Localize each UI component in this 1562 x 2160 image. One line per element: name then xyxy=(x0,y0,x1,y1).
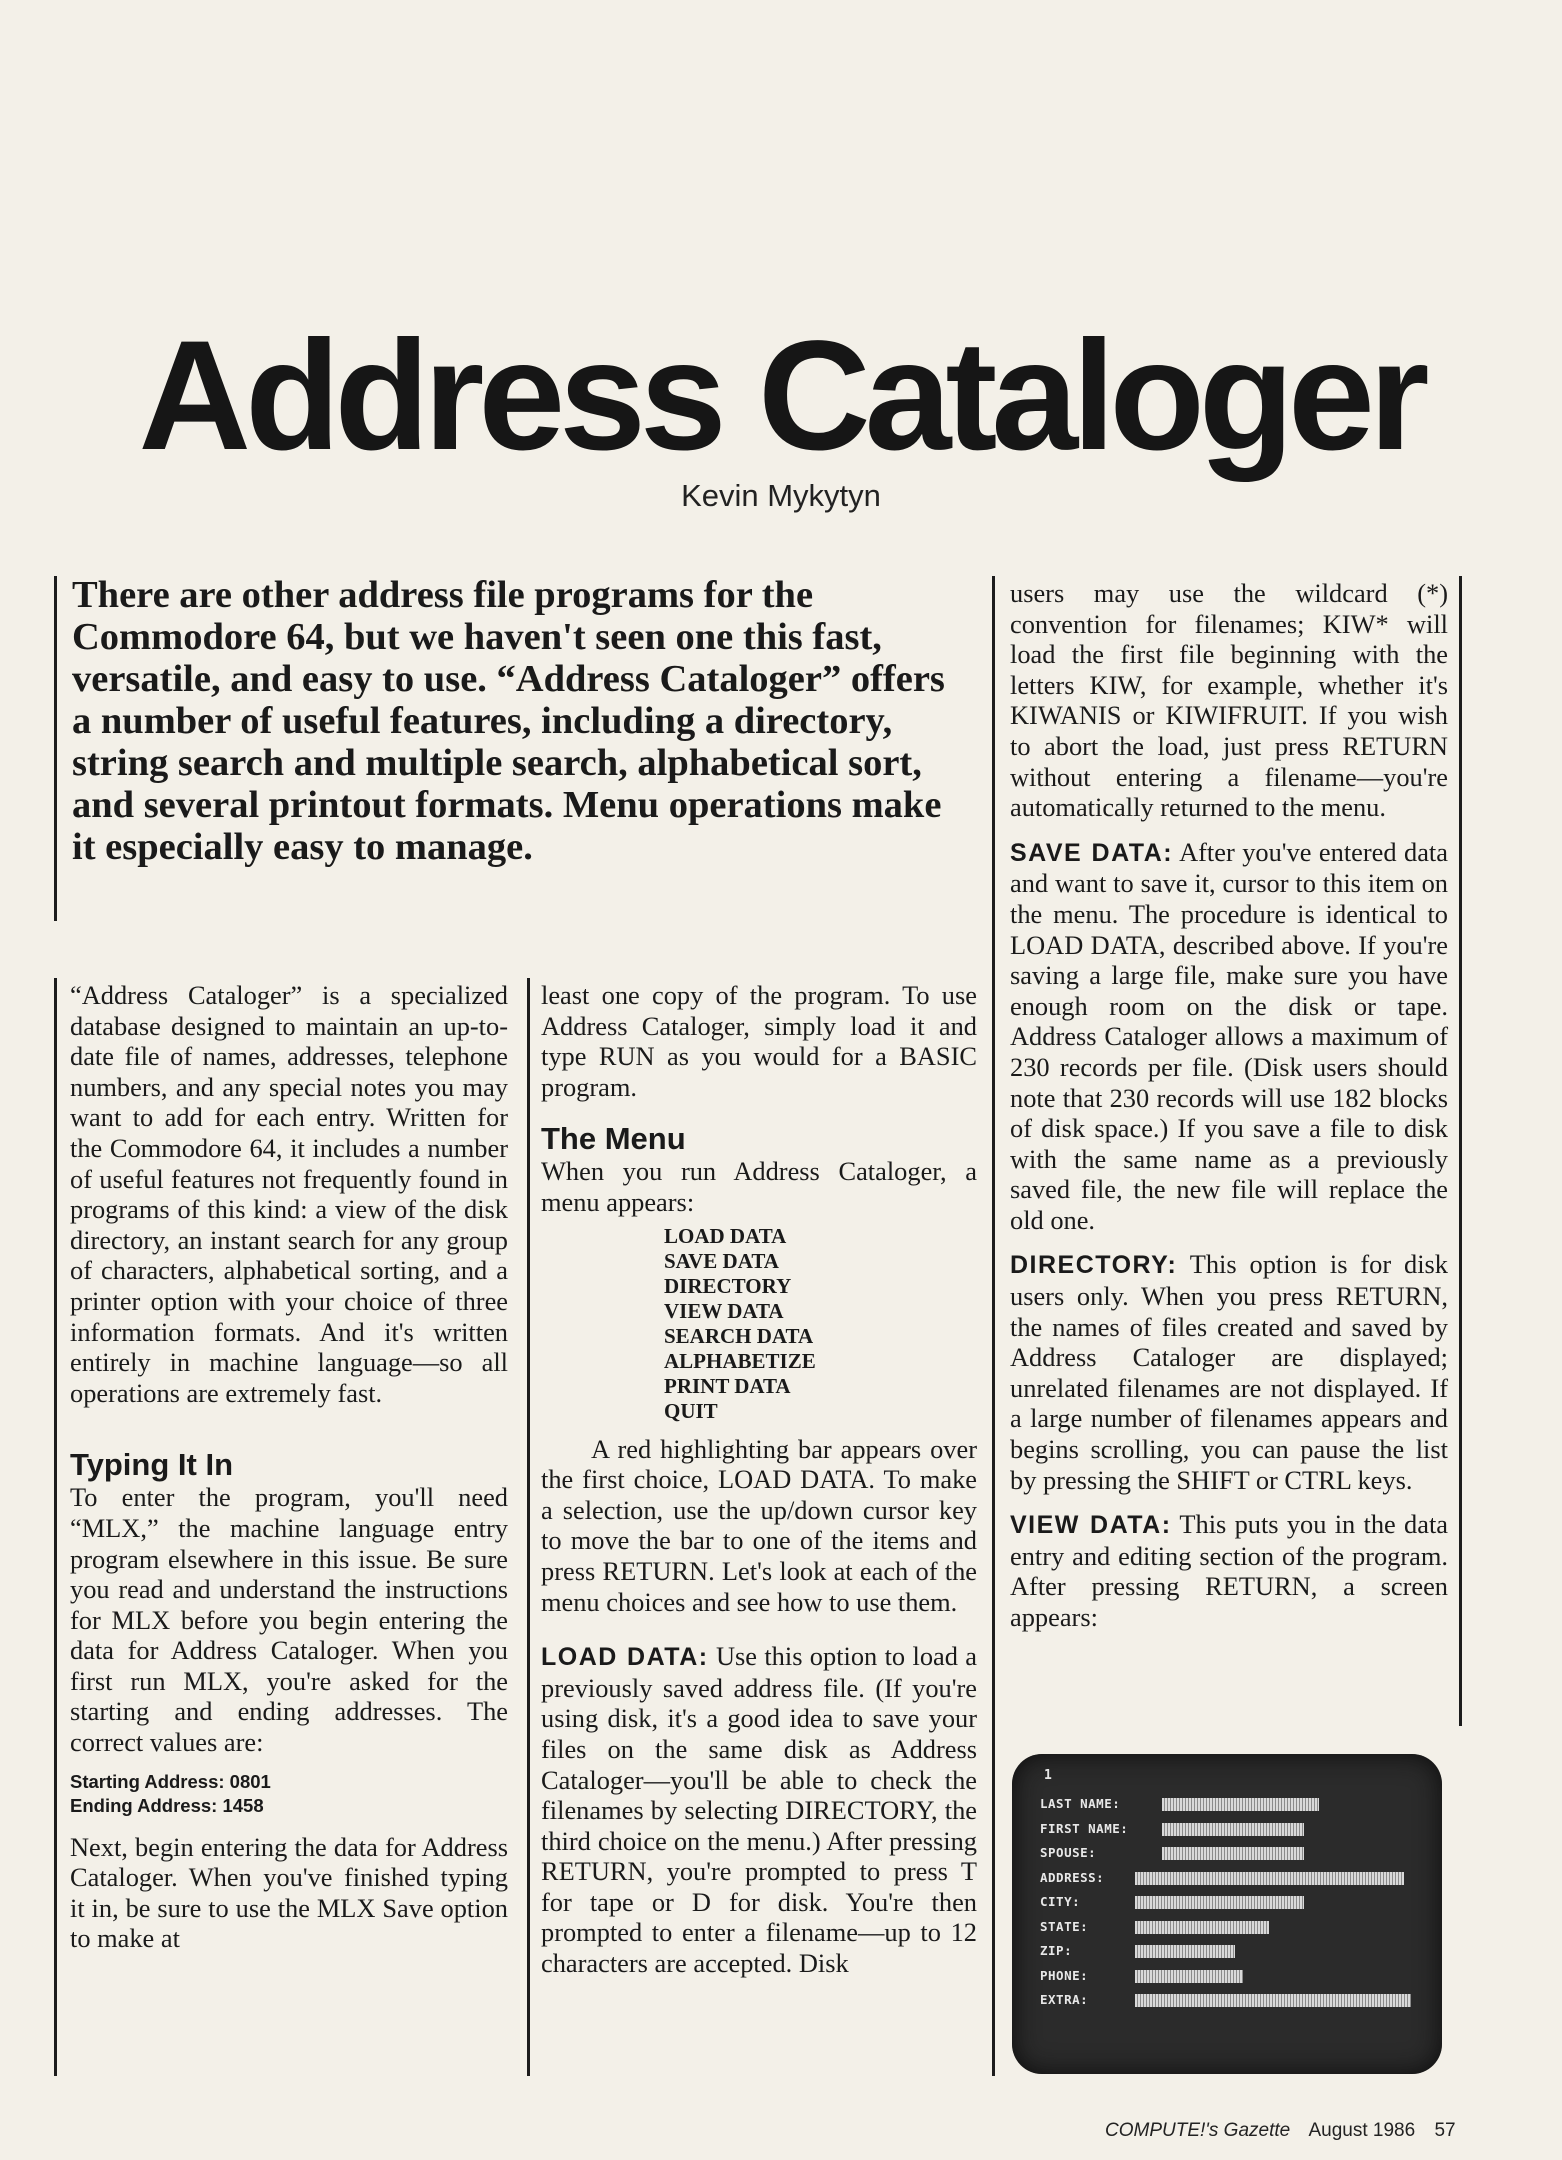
col3-directory-para xyxy=(1010,1249,1448,1495)
menu-item: SEARCH DATA xyxy=(664,1323,814,1348)
intro-left-rule xyxy=(54,576,57,921)
screen-field-bar xyxy=(1162,1823,1304,1836)
screen-field-label: FIRST NAME: xyxy=(1040,1820,1129,1836)
menu-item: SAVE DATA xyxy=(664,1248,779,1273)
screen-field-bar xyxy=(1135,1970,1243,1983)
load-data-text: Use this option to load a previously saved address file. (If you're using disk, it's a good idea to save your files on the same disk as Address Cataloger—you'll be able to check the filenames by selecting DIRECTORY, the third choice on the menu.) After pressing RETURN, you're prompted to press T for tape or D for disk. You're then prompted to enter a filename—up to 12 characters are accepted. Disk xyxy=(541,1641,977,1979)
column-rule-2 xyxy=(527,978,530,2076)
screen-field-label: STATE: xyxy=(1040,1918,1089,1934)
screen-field-row xyxy=(1040,1943,1440,1963)
page-number: 57 xyxy=(1434,2120,1456,2141)
screen-field-bar xyxy=(1135,1994,1411,2007)
menu-item: LOAD DATA xyxy=(664,1223,787,1248)
save-data-text: After you've entered data and want to save it, cursor to this item on the menu. The procedure is identical to LOAD DATA, described above. If you're saving a large file, make sure you have enough room on the disk or tape. Address Cataloger allows a maximum of 230 records per file. (Disk users should note that 230 records will use 182 blocks of disk space.) If you save a file to disk with the same name as a previously saved file, the new file will replace the old one. xyxy=(1010,836,1448,1235)
screen-field-bar xyxy=(1135,1896,1304,1909)
heading-typing-it-in: Typing It In xyxy=(70,1447,234,1483)
menu-list xyxy=(541,1224,977,1424)
col3-save-data-para xyxy=(1010,837,1448,1236)
screen-field-bar xyxy=(1135,1921,1269,1934)
menu-item: ALPHABETIZE xyxy=(664,1348,816,1373)
screen-field-label: SPOUSE: xyxy=(1040,1845,1097,1860)
col3-view-data-para xyxy=(1010,1509,1448,1632)
article-title: Address Cataloger xyxy=(138,309,1424,483)
screen-field-row xyxy=(1040,1992,1440,2012)
starting-address: Starting Address: 0801 xyxy=(70,1770,271,1792)
intro-deck: There are other address file programs for the Commodore 64, but we haven't seen one this fast, versatile, and easy to use. “Address Cataloger” offers a number of useful features, including a directory, string search and multiple search, alphabetical sort, and several printout formats. Menu operations make it especially easy to manage. xyxy=(72,574,945,868)
col2-para-2: When you run Address Cataloger, a menu appears: xyxy=(541,1156,977,1217)
directory-label: DIRECTORY: xyxy=(1010,1251,1178,1280)
screen-field-row xyxy=(1040,1894,1440,1914)
col2-para-3: A red highlighting bar appears over the first choice, LOAD DATA. To make a selection, use the up/down cursor key to move the bar to one of the items and press RETURN. Let's look at each of the menu choices and see how to use them. xyxy=(541,1433,977,1617)
author-byline: Kevin Mykytyn xyxy=(681,478,881,513)
screen-field-row xyxy=(1040,1870,1440,1890)
record-number: 1 xyxy=(1044,1768,1052,1783)
col2-load-data-para xyxy=(541,1641,977,1979)
screen-field-label: CITY: xyxy=(1040,1894,1081,1909)
col3-para-1: users may use the wildcard (*) convention for filenames; KIW* will load the first file beginning with the letters KIW, for example, whether it's KIWANIS or KIWIFRUIT. If you wish to abort the load, just press RETURN without entering a filename—you're automatically returned to the menu. xyxy=(1010,578,1448,823)
screen-field-row xyxy=(1040,1919,1440,1939)
menu-item: PRINT DATA xyxy=(664,1373,791,1398)
address-values xyxy=(70,1770,508,1818)
screen-field-label: LAST NAME: xyxy=(1040,1796,1121,1811)
screen-field-bar xyxy=(1135,1945,1235,1958)
issue-date: August 1986 xyxy=(1308,2120,1416,2141)
directory-text: This option is for disk users only. When you press RETURN, the names of files created and saved by Address Cataloger are displayed; unrelated filenames are not displayed. If a large number of filenames appears and begins scrolling, you can pause the list by pressing the SHIFT or CTRL keys. xyxy=(1010,1249,1448,1495)
col1-para-3: Next, begin entering the data for Address Cataloger. When you've finished typing it in, be sure to use the MLX Save option to make at xyxy=(70,1831,508,1954)
screen-field-bar xyxy=(1135,1872,1404,1885)
menu-item: VIEW DATA xyxy=(664,1298,784,1323)
column-3 xyxy=(1010,578,1448,1633)
column-rule-1 xyxy=(54,978,57,2076)
screen-field-label: ZIP: xyxy=(1040,1943,1073,1958)
view-data-text: This puts you in the data entry and editing section of the program. After pressing RETURN, a screen appears: xyxy=(1010,1509,1449,1632)
screen-field-label: EXTRA: xyxy=(1040,1992,1089,2007)
column-2 xyxy=(541,980,977,1979)
page-footer xyxy=(1105,2120,1470,2142)
col1-para-1: “Address Cataloger” is a specialized database designed to maintain an up-to-date file of names, addresses, telephone numbers, and any special notes you may want to add for each entry. Written for the Commodore 64, it includes a number of useful features not frequently found in programs of this kind: a view of the disk directory, an instant search for any group of characters, alphabetical sorting, and a printer option with your choice of three information formats. And it's written entirely in machine language—so all operations are extremely fast. xyxy=(70,980,508,1408)
view-data-label: VIEW DATA: xyxy=(1010,1511,1172,1540)
column-1 xyxy=(70,980,508,1954)
screen-field-row xyxy=(1040,1821,1440,1841)
ending-address: Ending Address: 1458 xyxy=(70,1794,264,1816)
menu-item: QUIT xyxy=(664,1398,718,1423)
col1-para-2: To enter the program, you'll need “MLX,” the machine language entry program elsewhere in this issue. Be sure you read and understand the instructions for MLX before you begin entering the data for Address Cataloger. When you first run MLX, you're asked for the starting and ending addresses. The correct values are: xyxy=(70,1482,508,1758)
screen-field-label: ADDRESS: xyxy=(1040,1869,1105,1885)
col2-para-1: least one copy of the program. To use Address Cataloger, simply load it and type RUN as you would for a BASIC program. xyxy=(541,980,977,1102)
data-entry-screen xyxy=(1012,1754,1442,2074)
screen-field-bar xyxy=(1162,1798,1319,1811)
magazine-name: COMPUTE!'s Gazette xyxy=(1105,2120,1291,2141)
column-rule-4 xyxy=(1459,576,1462,1726)
screen-field-row xyxy=(1040,1796,1440,1816)
column-rule-3 xyxy=(992,576,995,2076)
screen-field-row xyxy=(1040,1968,1440,1988)
screen-field-label: PHONE: xyxy=(1040,1967,1089,1983)
heading-the-menu: The Menu xyxy=(541,1121,686,1157)
save-data-label: SAVE DATA: xyxy=(1010,838,1174,867)
menu-item: DIRECTORY xyxy=(664,1273,792,1298)
screen-field-row xyxy=(1040,1845,1440,1865)
load-data-label: LOAD DATA: xyxy=(541,1643,709,1672)
screen-field-bar xyxy=(1162,1847,1304,1860)
